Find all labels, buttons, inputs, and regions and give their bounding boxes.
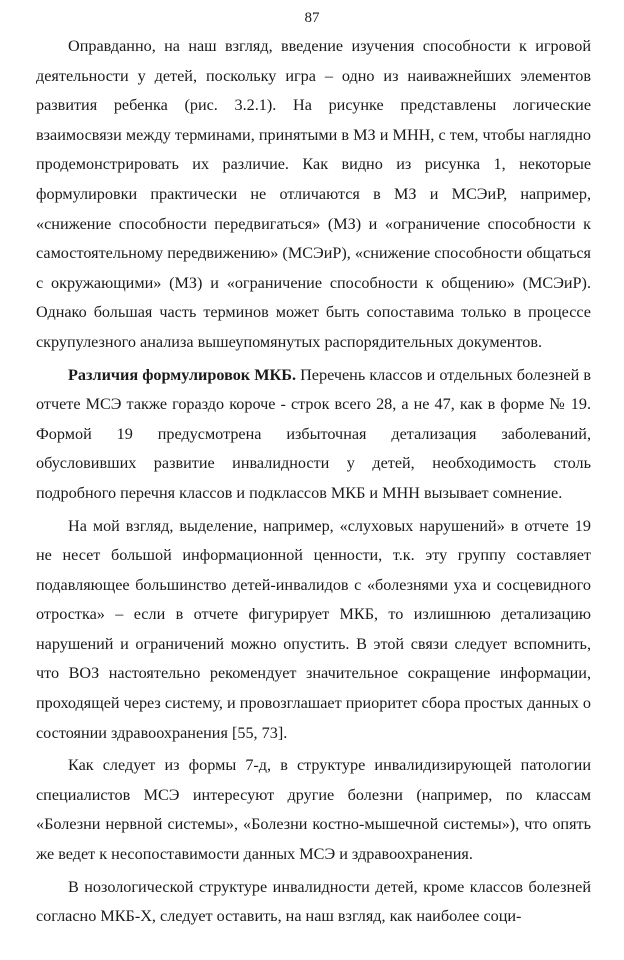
paragraph-2 <box>36 361 591 509</box>
paragraph-4 <box>36 751 591 869</box>
paragraph-1 <box>36 32 591 358</box>
paragraph-5-text: В нозологической структуре инвалидности детей, кроме классов болезней согласно МКБ-Х, следует оставить, на наш взгляд, как наиболее соци- <box>36 877 591 926</box>
paragraph-5 <box>36 873 591 932</box>
body-text <box>36 32 591 935</box>
paragraph-4-text: Как следует из формы 7-д, в структуре инвалидизирующей патологии специалистов МСЭ интересуют другие болезни (например, по классам «Болезни нервной системы», «Болезни костно-мышечной системы»), что опять же ведет к несопоставимости данных МСЭ и здравоохранения. <box>36 756 591 864</box>
page-number: 87 <box>304 10 320 26</box>
paragraph-3 <box>36 512 591 749</box>
paragraph-1-text: Оправданно, на наш взгляд, введение изучения способности к игровой деятельности у детей, поскольку игра – одно из наиважнейших элементов развития ребенка (рис. 3.2.1). На рисунке представлены логические взаимосвязи между терминами, принятыми в МЗ и МНН, с тем, чтобы наглядно продемонстрировать их различие. Как видно из рисунка 1, некоторые формулировки практически не отличаются в МЗ и МСЭиР, например, «снижение способности передвигаться» (МЗ) и «ограничение способности к самостоятельному передвижению» (МСЭиР), «снижение способности общаться с окружающими» (МЗ) и «ограничение способности к общению» (МСЭиР). Однако большая часть терминов может быть сопоставима только в процессе скрупулезного анализа вышеупомянутых распорядительных документов. <box>36 37 591 351</box>
paragraph-3-text: На мой взгляд, выделение, например, «слуховых нарушений» в отчете 19 не несет большой информационной ценности, т.к. эту группу составляет подавляющее большинство детей-инвалидов с «болезнями уха и сосцевидного отростка» – если в отчете фигурирует МКБ, то излишнюю детализацию нарушений и ограничений можно опустить. В этой связи следует вспомнить, что ВОЗ настоятельно рекомендует значительное сокращение информации, проходящей через систему, и провозглашает приоритет сбора простых данных о состоянии здравоохранения [55, 73]. <box>36 516 591 742</box>
paragraph-2-text: Перечень классов и отдельных болезней в отчете МСЭ также гораздо короче - строк всего 28, а не 47, как в форме № 19. Формой 19 предусмотрена избыточная детализация заболеваний, обусловивших развитие инвалидности у детей, необходимость столь подробного перечня классов и подклассов МКБ и МНН вызывает сомнение. <box>36 365 591 502</box>
section-heading-inline: Различия формулировок МКБ. <box>68 365 296 384</box>
